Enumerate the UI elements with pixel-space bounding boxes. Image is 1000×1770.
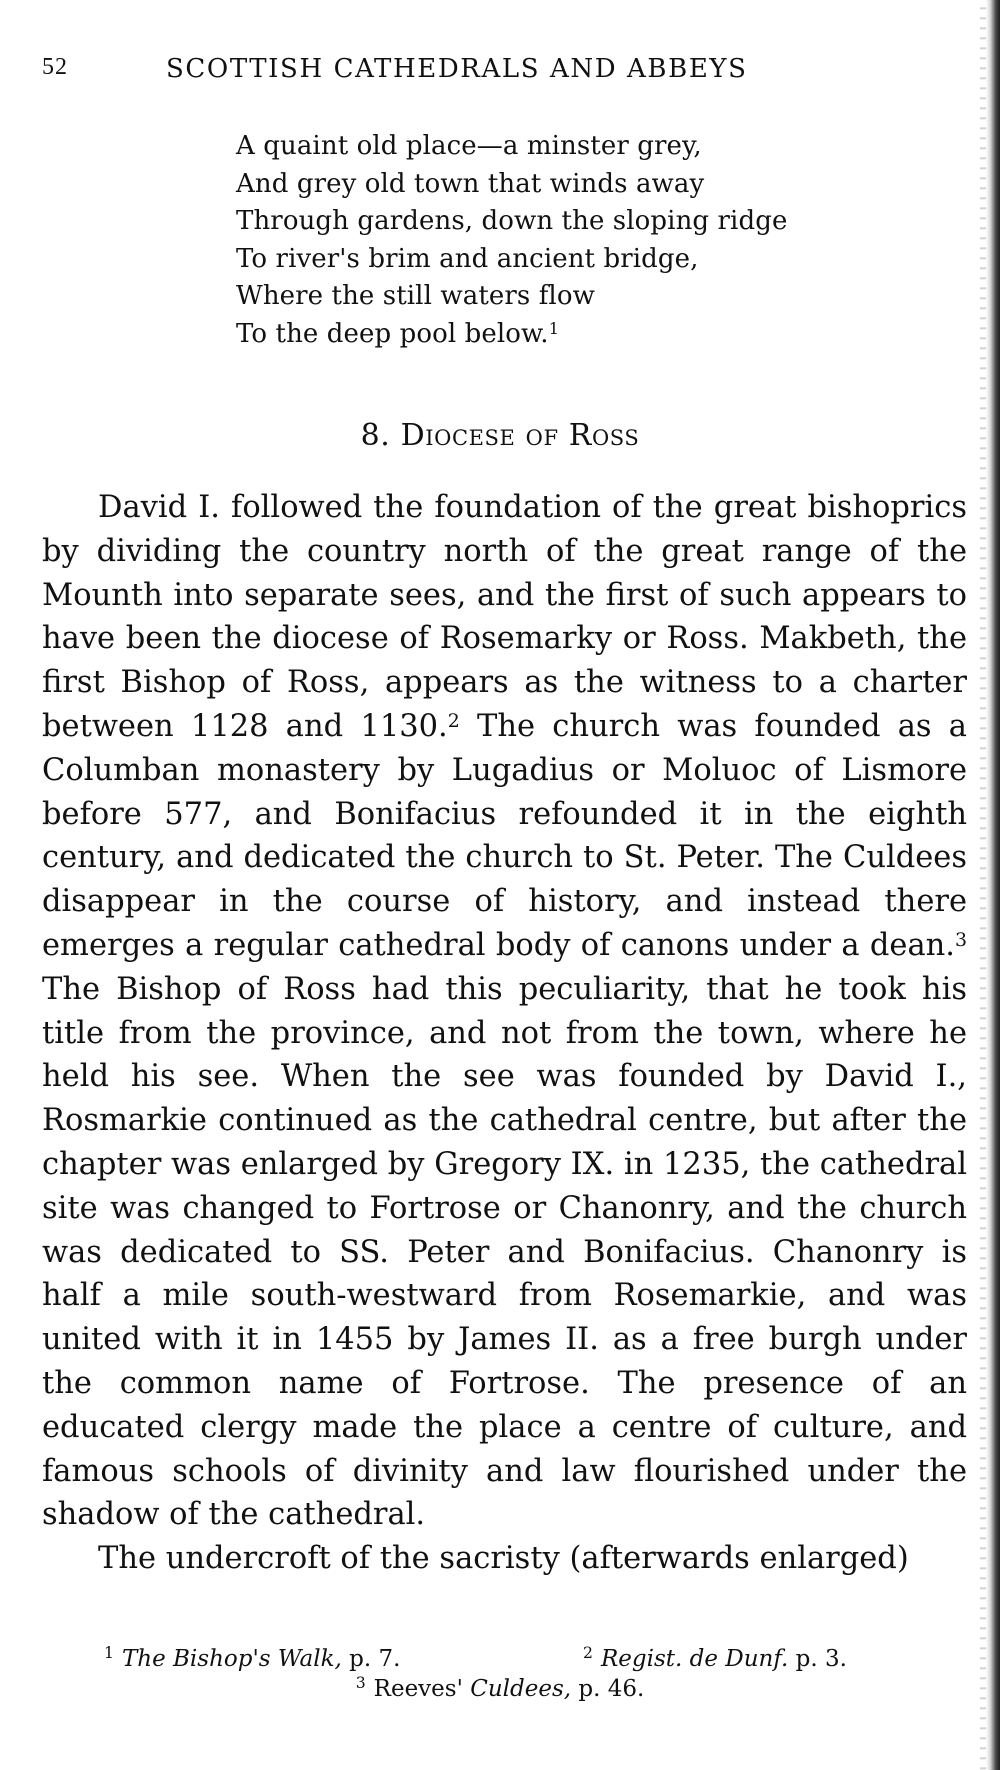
page-header <box>42 54 922 94</box>
paragraph-1-text-c: The Bishop of Ross had this peculiarity, that he took his title from the province, and not from the town, where he held his see. When the see was founded by David I., Rosmarkie continued as the cathedral centre, but after the chapter was enlarged by Gregory IX. in 1235, the cathedral site was changed to Fortrose or Chanonry, and the church was dedicated to SS. Peter and Bonifacius. Chanonry is half a mile south-westward from Rosemarkie, and was united with it in 1455 by James II. as a free burgh under the common name of Fortrose. The presence of an educated clergy made the place a centre of culture, and famous schools of divinity and law flourished under the shadow of the cathedral. <box>42 971 967 1533</box>
running-head: SCOTTISH CATHEDRALS AND ABBEYS <box>166 54 748 84</box>
verse-line: Through gardens, down the sloping ridge <box>236 206 788 236</box>
paragraph-2-text: The undercroft of the sacristy (afterwards enlarged) <box>98 1541 909 1577</box>
verse-line: Where the still waters flow <box>236 281 595 311</box>
footnote-3 <box>356 1675 645 1703</box>
verse-line: And grey old town that winds away <box>236 168 705 199</box>
footnote-1 <box>104 1645 400 1673</box>
footnote-row <box>0 1645 1000 1675</box>
paragraph-1 <box>42 486 967 1537</box>
footnote-2-title: Regist. de Dunf. <box>600 1646 789 1672</box>
page-edge-shadow <box>986 0 1000 1770</box>
section-title-word: Diocese <box>400 418 516 453</box>
section-title-word: of <box>525 418 559 453</box>
footnote-2-marker: 2 <box>583 1643 593 1663</box>
verse-line: To river's brim and ancient bridge, <box>236 243 699 274</box>
footnote-3-author: Reeves' <box>373 1676 471 1702</box>
verse-line-last <box>236 316 856 354</box>
footnote-1-page: p. 7. <box>341 1646 401 1672</box>
footnote-row <box>0 1675 1000 1705</box>
body-text <box>42 486 967 1581</box>
footnote-1-marker: 1 <box>104 1643 114 1663</box>
verse-line-text: To the deep pool below. <box>236 318 549 349</box>
section-number: 8. <box>360 418 391 453</box>
footnote-2 <box>583 1645 847 1673</box>
verse-quotation <box>236 128 856 353</box>
footnote-ref-2: 2 <box>447 710 460 733</box>
footnote-3-title: Culdees, <box>470 1676 572 1702</box>
footnotes <box>0 1645 1000 1705</box>
page-number: 52 <box>42 54 68 80</box>
footnote-ref-1: 1 <box>548 319 560 339</box>
footnote-3-page: p. 46. <box>571 1676 645 1702</box>
section-title-word: Ross <box>568 418 640 453</box>
section-heading <box>0 418 1000 453</box>
paragraph-1-text-b: The church was founded as a Columban monastery by Lugadius or Moluoc of Lismore before 577, and Bonifacius refounded it in the eighth century, and dedicated the church to St. Peter. The Culdees disappear in the course of history, and instead there emerges a regular cathedral body of canons under a dean. <box>42 708 967 963</box>
verse-line: A quaint old place—a minster grey, <box>236 131 702 161</box>
footnote-2-page: p. 3. <box>788 1646 847 1672</box>
paragraph-2 <box>42 1537 967 1581</box>
footnote-3-marker: 3 <box>355 1673 366 1693</box>
footnote-ref-3: 3 <box>954 929 967 952</box>
footnote-1-title: The Bishop's Walk, <box>121 1646 342 1672</box>
paragraph-1-text-a: David I. followed the foundation of the great bishoprics by dividing the country north of the great range of the Mounth into separate sees, and the first of such appears to have been the diocese of Rosemarky or Ross. Makbeth, the first Bishop of Ross, appears as the witness to a charter between 1128 and 1130. <box>42 490 967 744</box>
